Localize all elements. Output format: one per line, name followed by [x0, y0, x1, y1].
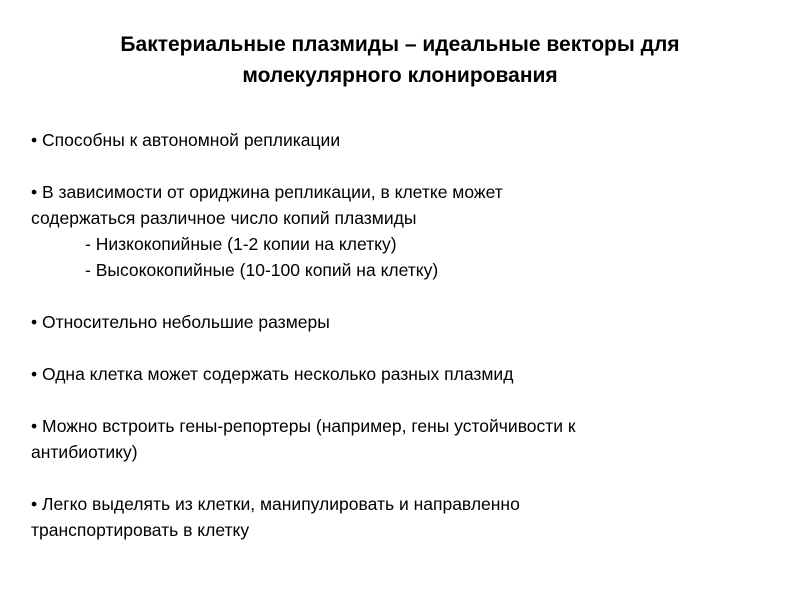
bullet-text-continuation: транспортировать в клетку [31, 520, 250, 540]
bullet-item [31, 413, 771, 465]
sub-bullet-item: - Низкокопийные (1-2 копии на клетку) [85, 234, 397, 254]
bullet-item [31, 179, 771, 283]
bullet-text: • Одна клетка может содержать несколько разных плазмид [31, 364, 514, 384]
bullet-text: • Способны к автономной репликации [31, 130, 341, 150]
bullet-text: • В зависимости от ориджина репликации, в клетке может [31, 182, 503, 202]
bullet-list [31, 127, 771, 543]
bullet-text-continuation: содержаться различное число копий плазмиды [31, 208, 417, 228]
bullet-item [31, 361, 771, 387]
bullet-item [31, 309, 771, 335]
bullet-text: • Легко выделять из клетки, манипулировать и направленно [31, 494, 520, 514]
bullet-text: • Можно встроить гены-репортеры (например, гены устойчивости к [31, 416, 576, 436]
slide-title [20, 29, 780, 91]
slide-title-line-1: Бактериальные плазмиды – идеальные векторы для [120, 33, 680, 56]
bullet-text: • Относительно небольшие размеры [31, 312, 330, 332]
bullet-item [31, 127, 771, 153]
sub-bullet-item: - Высококопийные (10-100 копий на клетку) [85, 260, 439, 280]
bullet-text-continuation: антибиотику) [31, 442, 138, 462]
slide-title-line-2: молекулярного клонирования [242, 64, 558, 87]
bullet-item [31, 491, 771, 543]
